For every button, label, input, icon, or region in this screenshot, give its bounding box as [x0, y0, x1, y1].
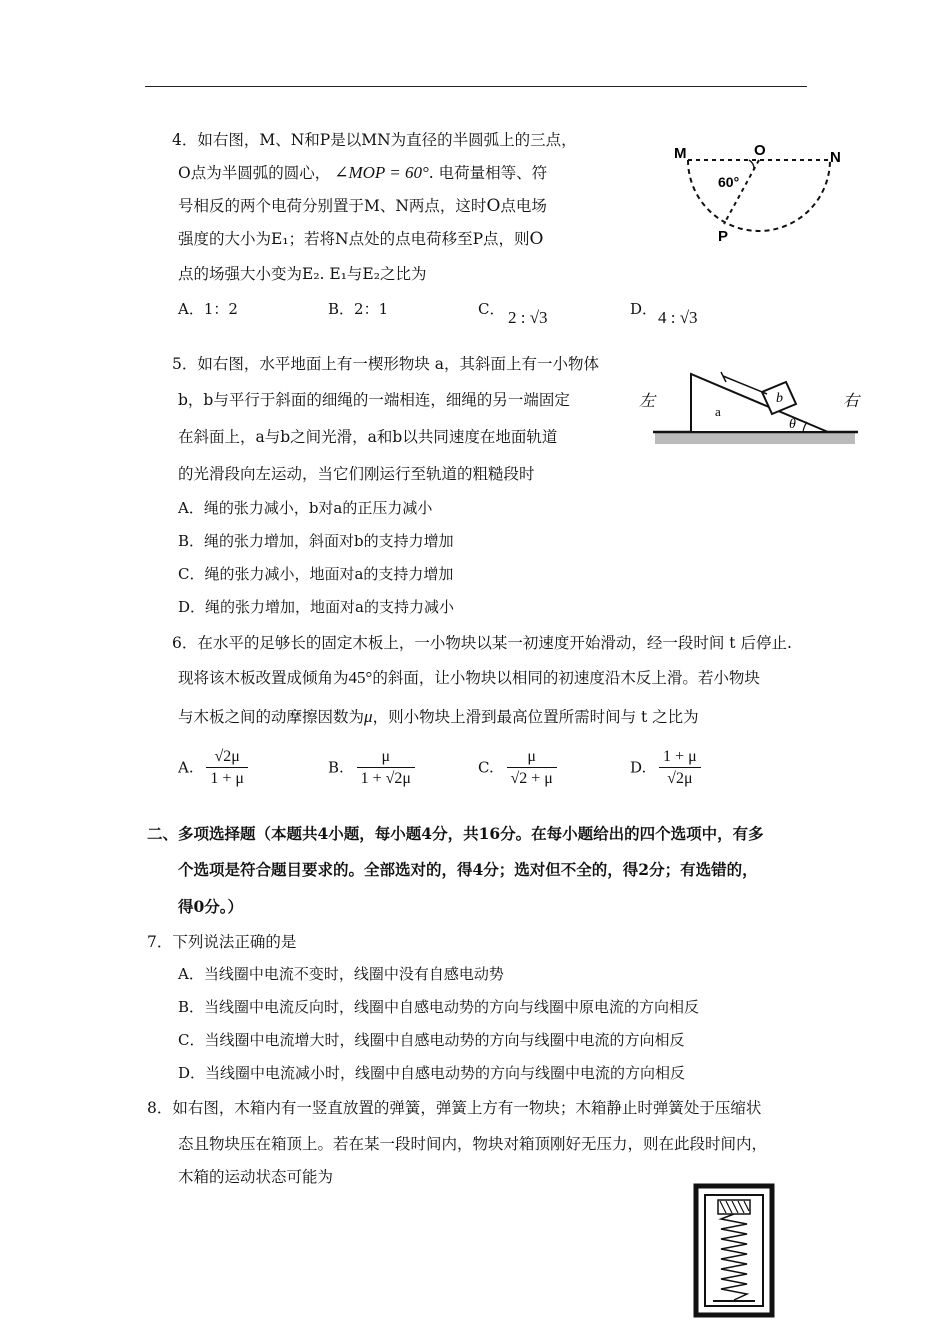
q5-option-d: D．绳的张力增加，地面对a的支持力减小 [178, 598, 454, 616]
q4-line-4: 强度的大小为E₁；若将N点处的点电荷移至P点，则O [178, 229, 544, 249]
q5-option-c: C．绳的张力减小，地面对a的支持力增加 [178, 565, 454, 583]
q4-line-2: O点为半圆弧的圆心， ∠MOP = 60°. 电荷量相等、符 [178, 163, 548, 182]
q4-option-a: A．1：2 [178, 300, 238, 318]
q6-line-3: 与木板之间的动摩擦因数为μ，则小物块上滑到最高位置所需时间与 t 之比为 [178, 707, 699, 726]
label-a: a [715, 404, 721, 419]
q6-option-b: B. $\frac{\mu}{1 + √2\mu}$ [328, 747, 415, 790]
q7-option-d: D．当线圈中电流减小时，线圈中自感电动势的方向与线圈中电流的方向相反 [178, 1064, 686, 1082]
q4-line-3: 号相反的两个电荷分别置于M、N两点，这时O点电场 [178, 196, 547, 216]
wedge-diagram [633, 360, 863, 450]
q5-line-1: 5．如右图，水平地面上有一楔形物块 a，其斜面上有一小物体 [172, 355, 600, 373]
q4-option-d: D． [630, 300, 658, 318]
angle-arc [749, 160, 754, 169]
q4-line-5: 点的场强大小变为E₂. E₁与E₂之比为 [178, 265, 427, 283]
q8-line-1: 8．如右图，木箱内有一竖直放置的弹簧，弹簧上方有一物块；木箱静止时弹簧处于压缩状 [147, 1099, 762, 1117]
q6-option-c: C. $\frac{\mu}{√2 + \mu}$ [478, 747, 557, 790]
semicircle-diagram [668, 140, 848, 245]
q5-line-4: 的光滑段向左运动，当它们刚运行至轨道的粗糙段时 [178, 465, 535, 483]
q5-line-2: b，b与平行于斜面的细绳的一端相连，细绳的另一端固定 [178, 391, 570, 409]
q6-option-a: A. $\frac{√2\mu}{1 + \mu}$ [178, 747, 248, 790]
section2-line-2: 个选项是符合题目要求的。全部选对的，得4分；选对但不全的，得2分；有选错的， [178, 860, 758, 879]
q4-line-1: 4．如右图，M、N和P是以MN为直径的半圆弧上的三点， [172, 131, 577, 149]
label-n: N [830, 149, 841, 166]
section2-line-1: 二、多项选择题（本题共4小题，每小题4分，共16分。在每小题给出的四个选项中，有多 [147, 824, 764, 843]
label-m: M [674, 145, 687, 162]
q6-line-2: 现将该木板改置成倾角为45°的斜面，让小物块以相同的初速度沿木反上滑。若小物块 [178, 668, 760, 687]
q8-line-3: 木箱的运动状态可能为 [178, 1168, 334, 1186]
q4-option-d-value: 4 : √3 [658, 308, 698, 327]
q4-option-b: B．2：1 [328, 300, 389, 318]
section2-line-3: 得0分。） [178, 897, 244, 916]
q4-option-c: C． [478, 300, 505, 318]
spring [721, 1214, 747, 1300]
q6-line-1: 6．在水平的足够长的固定木板上，一小物块以某一初速度开始滑动，经一段时间 t 后停止. [172, 634, 792, 652]
q5-option-a: A．绳的张力减小，b对a的正压力减小 [178, 499, 433, 517]
q7-option-a: A．当线圈中电流不变时，线圈中没有自感电动势 [178, 965, 504, 983]
q7-option-c: C．当线圈中电流增大时，线圈中自感电动势的方向与线圈中电流的方向相反 [178, 1031, 685, 1049]
q7-option-b: B．当线圈中电流反向时，线圈中自感电动势的方向与线圈中原电流的方向相反 [178, 998, 700, 1016]
ground-hatch [655, 432, 855, 444]
label-p: P [718, 228, 729, 245]
label-angle: 60° [718, 174, 740, 190]
box-spring-diagram [693, 1183, 775, 1318]
q4-option-c-value: 2 : √3 [508, 308, 548, 327]
q8-line-2: 态且物块压在箱顶上。若在某一段时间内，物块对箱顶刚好无压力，则在此段时间内， [178, 1135, 768, 1153]
label-theta: θ [789, 417, 796, 432]
q6-option-d: D. $\frac{1 + \mu}{√2\mu}$ [630, 747, 701, 790]
q5-option-b: B．绳的张力增加，斜面对b的支持力增加 [178, 532, 454, 550]
radius-op [724, 160, 759, 224]
semicircle-arc [688, 160, 830, 231]
label-right: 右 [843, 391, 860, 410]
label-b: b [776, 391, 783, 406]
label-o: O [754, 142, 766, 159]
label-left: 左 [639, 391, 656, 410]
q7-stem: 7．下列说法正确的是 [147, 933, 297, 951]
wedge-a [691, 374, 828, 432]
header-rule [145, 86, 807, 87]
q5-line-3: 在斜面上，a与b之间光滑，a和b以共同速度在地面轨道 [178, 428, 558, 446]
